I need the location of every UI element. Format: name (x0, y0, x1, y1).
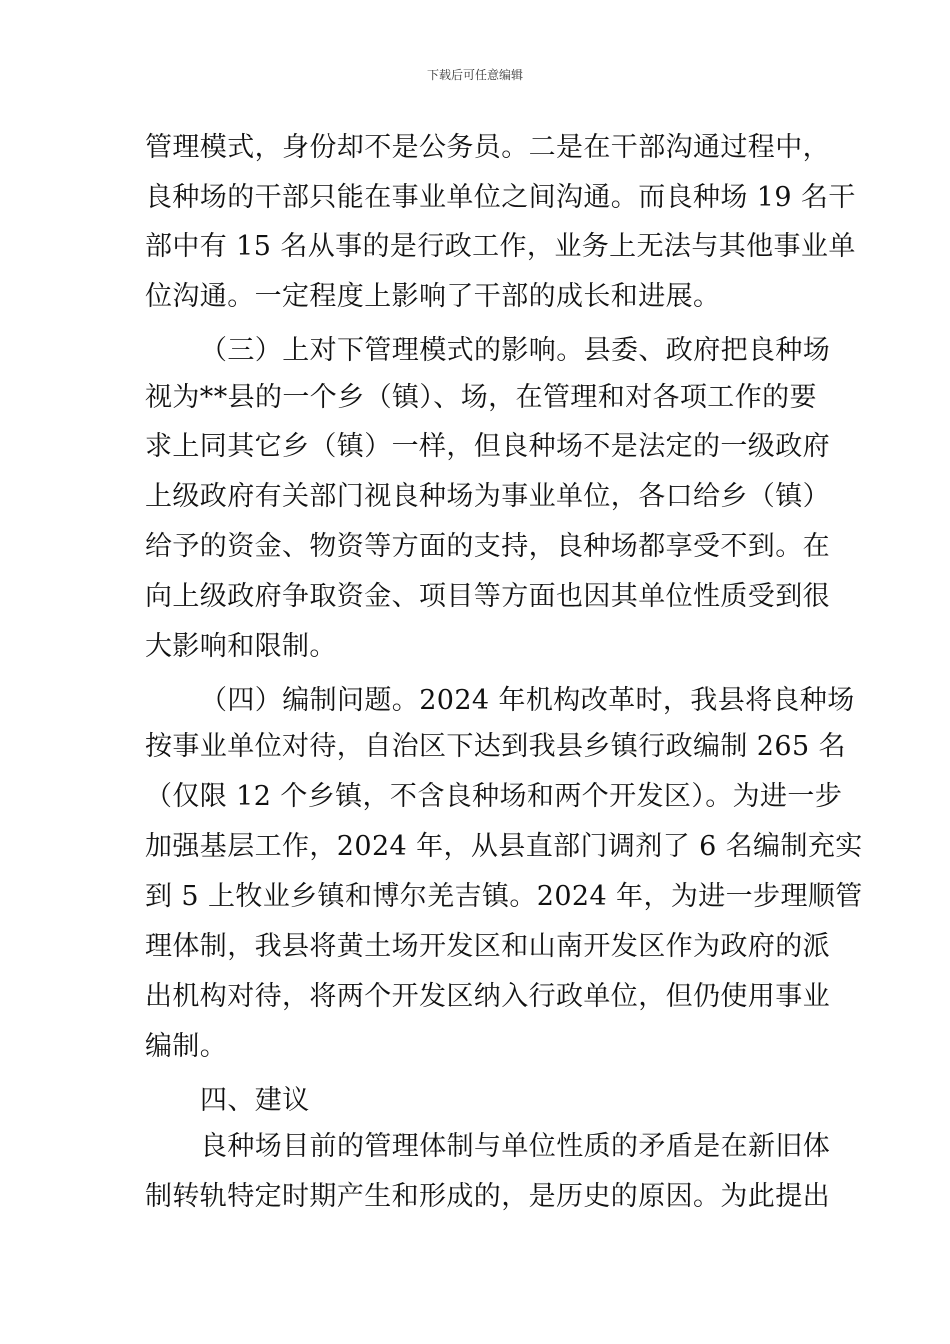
page-header-note: 下载后可任意编辑 (426, 68, 523, 82)
paragraph-line: 求上同其它乡（镇）一样，但良种场不是法定的一级政府 (145, 431, 830, 462)
paragraph-line: 向上级政府争取资金、项目等方面也因其单位性质受到很 (145, 581, 830, 612)
paragraph-line: （仅限 12 个乡镇，不含良种场和两个开发区）。为进一步 (145, 781, 843, 812)
paragraph-line: 良种场的干部只能在事业单位之间沟通。而良种场 19 名干 (145, 182, 856, 213)
paragraph-line: （四）编制问题。2024 年机构改革时，我县将良种场 (200, 685, 855, 716)
paragraph-line: 良种场目前的管理体制与单位性质的矛盾是在新旧体 (200, 1131, 831, 1162)
paragraph-line: 加强基层工作，2024 年，从县直部门调剂了 6 名编制充实 (145, 831, 863, 862)
paragraph-line: 给予的资金、物资等方面的支持，良种场都享受不到。在 (145, 531, 830, 562)
paragraph-line: 位沟通。一定程度上影响了干部的成长和进展。 (145, 281, 721, 312)
paragraph-line: （三）上对下管理模式的影响。县委、政府把良种场 (200, 335, 831, 366)
paragraph-line: 视为**县的一个乡（镇）、场，在管理和对各项工作的要 (145, 382, 817, 413)
paragraph-line: 制转轨特定时期产生和形成的，是历史的原因。为此提出 (145, 1181, 830, 1212)
paragraph-line: 按事业单位对待，自治区下达到我县乡镇行政编制 265 名 (145, 731, 846, 762)
paragraph-line: 上级政府有关部门视良种场为事业单位，各口给乡（镇） (145, 481, 830, 512)
paragraph-line: 部中有 15 名从事的是行政工作，业务上无法与其他事业单 (145, 231, 856, 262)
paragraph-line: 出机构对待，将两个开发区纳入行政单位，但仍使用事业 (145, 981, 830, 1012)
paragraph-line: 编制。 (145, 1031, 228, 1062)
paragraph-line: 管理模式，身份却不是公务员。二是在干部沟通过程中， (145, 132, 830, 163)
paragraph-line: 到 5 上牧业乡镇和博尔羌吉镇。2024 年，为进一步理顺管 (145, 881, 863, 912)
section-heading: 四、建议 (200, 1085, 310, 1116)
paragraph-line: 理体制，我县将黄土场开发区和山南开发区作为政府的派 (145, 931, 830, 962)
paragraph-line: 大影响和限制。 (145, 631, 337, 662)
